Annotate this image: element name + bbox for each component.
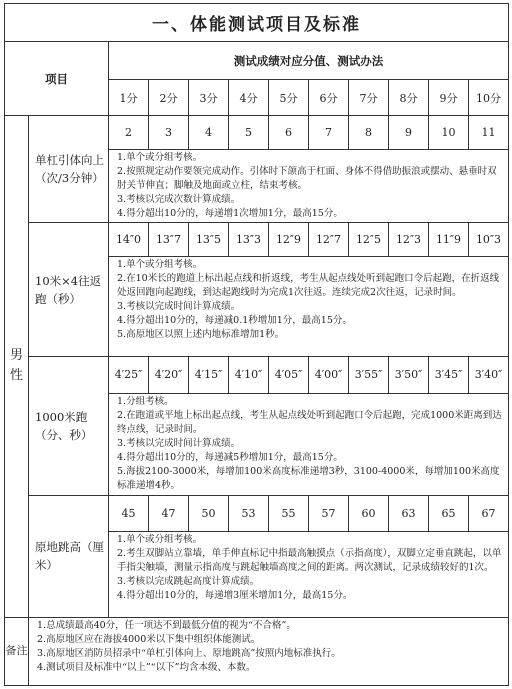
score-value: 5 xyxy=(229,116,269,150)
score-value: 13″3 xyxy=(229,223,269,257)
grade-header: 9分 xyxy=(429,80,469,116)
score-value: 3′55″ xyxy=(349,357,389,393)
method-line: 1.单个或分组考核。 xyxy=(117,152,203,164)
score-value: 60 xyxy=(349,495,389,531)
score-value: 4′20″ xyxy=(149,357,189,393)
item-name: 10米×4往返跑（秒） xyxy=(29,223,109,357)
remark-line: 3.高原地区消防员招录中“单杠引体向上、原地跳高”按照内地标准执行。 xyxy=(37,647,341,659)
table-title: 一、体能测试项目及标准 xyxy=(5,4,509,42)
test-method xyxy=(109,531,509,617)
remarks-content xyxy=(29,617,509,685)
method-line: 1.单个或分组考核。 xyxy=(117,259,203,271)
method-line: 4.得分超出10分的，每递增3厘米增加1分，最高15分。 xyxy=(117,589,353,601)
item-name: 单杠引体向上（次/3分钟） xyxy=(29,116,109,223)
score-value: 4′10″ xyxy=(229,357,269,393)
grade-header: 1分 xyxy=(109,80,149,116)
item-header: 项目 xyxy=(5,42,109,116)
score-value: 4 xyxy=(189,116,229,150)
score-value: 12″7 xyxy=(309,223,349,257)
method-line: 5.海拔2100-3000米，每增加100米高度标准递增3秒，3100-4000米，每增加100米高度标准递增4秒。 xyxy=(117,465,500,491)
score-value: 13″5 xyxy=(189,223,229,257)
score-value: 3 xyxy=(149,116,189,150)
score-value: 6 xyxy=(269,116,309,150)
item-name: 原地跳高（厘米） xyxy=(29,495,109,617)
method-line: 2.在10米长的跑道上标出起点线和折返线，考生从起点线处听到起跑口令后起跑，在折返线处返回跑向起跑线，到达起跑线时为完成1次往返。连续完成2次往返，记录时间。 xyxy=(117,273,500,299)
remark-line: 1.总成绩最高40分，任一项达不到最低分值的视为“不合格”。 xyxy=(37,619,296,631)
remark-line: 4.测试项目及标准中“以上”“以下”均含本级、本数。 xyxy=(37,661,256,673)
grade-header: 3分 xyxy=(189,80,229,116)
method-line: 3.考核以完成次数计算成绩。 xyxy=(117,194,241,206)
score-value: 45 xyxy=(109,495,149,531)
gender-label: 男性 xyxy=(5,116,29,618)
method-line: 4.得分超出10分的，每递增1次增加1分，最高15分。 xyxy=(117,208,343,220)
score-value: 4′15″ xyxy=(189,357,229,393)
score-value: 47 xyxy=(149,495,189,531)
score-value: 65 xyxy=(429,495,469,531)
method-line: 3.考核以完成时间计算成绩。 xyxy=(117,301,241,313)
score-value: 14″0 xyxy=(109,223,149,257)
score-value: 7 xyxy=(309,116,349,150)
grade-header: 7分 xyxy=(349,80,389,116)
score-value: 57 xyxy=(309,495,349,531)
score-value: 3′45″ xyxy=(429,357,469,393)
method-line: 2.按照规定动作要领完成动作。引体时下颌高于杠面、身体不得借助振浪或摆动、悬垂时双肘关节伸直；脚触及地面或立柱，结束考核。 xyxy=(117,166,497,192)
method-line: 3.考核以完成跳起高度计算成绩。 xyxy=(117,575,260,587)
item-name: 1000米跑（分、秒） xyxy=(29,357,109,495)
score-value: 4′00″ xyxy=(309,357,349,393)
method-line: 3.考核以完成时间计算成绩。 xyxy=(117,437,241,449)
score-value: 4′05″ xyxy=(269,357,309,393)
method-line: 1.单个或分组考核。 xyxy=(117,533,203,545)
method-line: 4.得分超出10分的，每递减5秒增加1分，最高15分。 xyxy=(117,451,343,463)
score-value: 12″3 xyxy=(389,223,429,257)
method-line: 2.考生双脚站立靠墙，单手伸直标记中指最高触摸点（示指高度），双脚立定垂直跳起，以单手指尖触墙，测量示指高度与跳起触墙高度之间的距离。两次测试，记录成绩较好的1次。 xyxy=(117,547,502,573)
grade-header: 8分 xyxy=(389,80,429,116)
grade-header: 5分 xyxy=(269,80,309,116)
test-method xyxy=(109,393,509,495)
score-value: 9 xyxy=(389,116,429,150)
grade-header: 4分 xyxy=(229,80,269,116)
method-line: 1.分组考核。 xyxy=(117,395,174,407)
score-value: 11″9 xyxy=(429,223,469,257)
score-value: 50 xyxy=(189,495,229,531)
grade-header: 2分 xyxy=(149,80,189,116)
score-value: 4′25″ xyxy=(109,357,149,393)
score-value: 10 xyxy=(429,116,469,150)
score-value: 3′40″ xyxy=(469,357,509,393)
method-line: 4.得分超出10分的，每递减0.1秒增加1分，最高15分。 xyxy=(117,315,352,327)
score-value: 11 xyxy=(469,116,509,150)
test-method xyxy=(109,150,509,223)
score-value: 3′50″ xyxy=(389,357,429,393)
score-value: 55 xyxy=(269,495,309,531)
test-method xyxy=(109,257,509,357)
score-value: 2 xyxy=(109,116,149,150)
score-value: 63 xyxy=(389,495,429,531)
remark-line: 2.高原地区应在海拔4000米以下集中组织体能测试。 xyxy=(37,633,261,645)
score-value: 8 xyxy=(349,116,389,150)
score-header: 测试成绩对应分值、测试办法 xyxy=(109,42,509,80)
score-value: 10″3 xyxy=(469,223,509,257)
score-value: 53 xyxy=(229,495,269,531)
remarks-label: 备注 xyxy=(5,617,29,685)
grade-header: 10分 xyxy=(469,80,509,116)
method-line: 5.高原地区以照上述内地标准增加1秒。 xyxy=(117,329,285,341)
fitness-standards-table xyxy=(4,3,509,686)
grade-header: 6分 xyxy=(309,80,349,116)
score-value: 12″9 xyxy=(269,223,309,257)
score-value: 67 xyxy=(469,495,509,531)
score-value: 13″7 xyxy=(149,223,189,257)
score-value: 12″5 xyxy=(349,223,389,257)
method-line: 2.在跑道或平地上标出起点线，考生从起点线处听到起跑口令后起跑，完成1000米距离到达终点线，记录时间。 xyxy=(117,409,502,435)
